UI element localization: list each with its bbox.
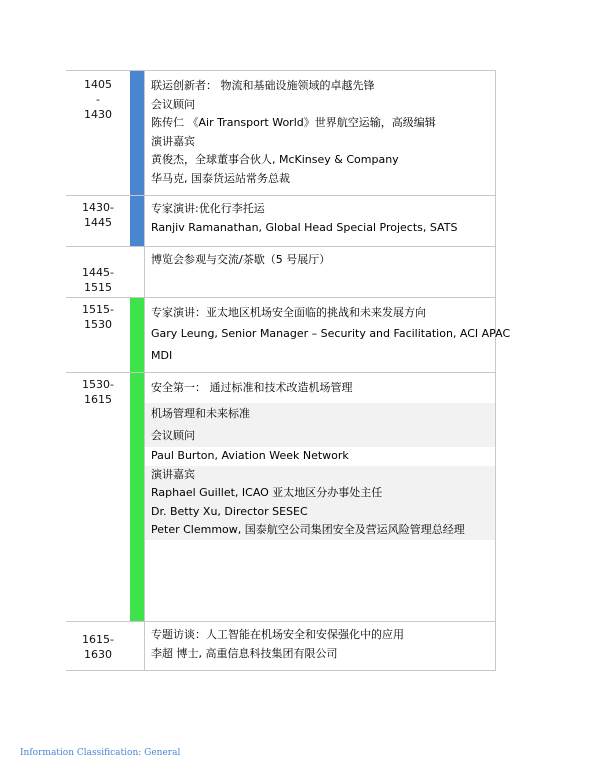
- role-label: 会议顾问: [151, 429, 195, 442]
- role-label: 演讲嘉宾: [151, 467, 195, 481]
- speaker: 黄俊杰，全球董事合伙人, McKinsey & Company: [151, 153, 399, 166]
- speaker: Dr. Betty Xu, Director SESEC: [151, 504, 308, 518]
- session-title: 博览会参观与交流/茶歇（5 号展厅）: [151, 253, 331, 266]
- agenda-row: [66, 372, 496, 621]
- speaker: Peter Clemmow, 国泰航空公司集团安全及营运风险管理总经理: [151, 523, 465, 536]
- track-color-bar: [130, 196, 144, 246]
- agenda-row: [66, 297, 511, 372]
- speaker: Ranjiv Ramanathan, Global Head Special Projects, SATS: [151, 220, 458, 234]
- role-label: 演讲嘉宾: [151, 134, 195, 148]
- role-label: 会议顾问: [151, 97, 195, 111]
- session-title: 专题访谈：人工智能在机场安全和安保强化中的应用: [151, 628, 404, 641]
- agenda-row: [66, 70, 496, 195]
- time-slot: 1530- 1615: [82, 378, 114, 406]
- time-slot: 1615- 1630: [82, 633, 114, 661]
- session-details: [144, 373, 496, 621]
- session-title: 联运创新者： 物流和基础设施领域的卓越先锋: [151, 79, 375, 92]
- speaker: Paul Burton, Aviation Week Network: [145, 447, 495, 466]
- track-color-bar: [130, 247, 144, 297]
- session-details: [144, 71, 496, 195]
- track-color-bar: [130, 71, 144, 195]
- speaker: 李超 博士, 高重信息科技集团有限公司: [151, 646, 338, 660]
- session-title: 专家演讲:优化行李托运: [151, 202, 265, 215]
- track-color-bar: [130, 373, 144, 621]
- speaker: MDI: [151, 348, 173, 362]
- time-slot: 1430- 1445: [82, 201, 114, 229]
- classification-footer: Information Classification: General: [20, 748, 181, 758]
- agenda-row: [66, 621, 496, 671]
- time-slot: 1515- 1530: [82, 303, 114, 331]
- speaker: Raphael Guillet, ICAO 亚太地区分办事处主任: [151, 486, 383, 499]
- session-details: [144, 622, 496, 670]
- track-color-bar: [130, 622, 144, 670]
- session-details: [144, 196, 496, 246]
- agenda-table: [66, 70, 511, 671]
- agenda-row: [66, 246, 496, 297]
- session-details: [144, 298, 511, 372]
- speaker: Gary Leung, Senior Manager – Security and Facilitation, ACI APAC: [151, 326, 511, 340]
- session-title: 专家演讲：亚太地区机场安全面临的挑战和未来发展方向: [151, 306, 426, 319]
- speaker: 华马克, 国泰货运站常务总裁: [151, 171, 290, 185]
- speaker: 陈传仁 《Air Transport World》世界航空运输，高级编辑: [151, 116, 436, 129]
- sub-session: [145, 403, 495, 540]
- track-color-bar: [130, 298, 144, 372]
- sub-session-title: 机场管理和未来标准: [151, 407, 250, 420]
- time-slot: 1445- 1515: [82, 266, 114, 294]
- time-slot: 1405 - 1430: [84, 78, 112, 121]
- session-title: 安全第一： 通过标准和技术改造机场管理: [151, 381, 353, 394]
- session-details: [144, 247, 496, 297]
- agenda-row: [66, 195, 496, 246]
